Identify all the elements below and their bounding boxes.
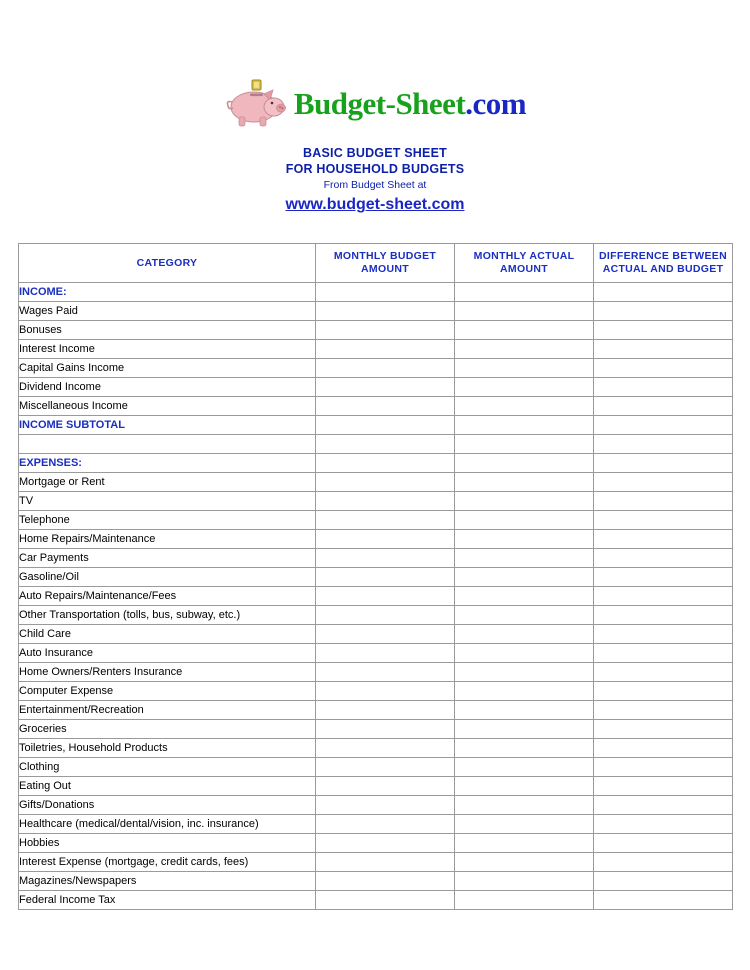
table-row — [19, 397, 733, 416]
row-category-label: TV — [19, 492, 316, 511]
row-budget-cell[interactable] — [316, 663, 455, 682]
row-actual-cell[interactable] — [455, 834, 594, 853]
row-difference-cell[interactable] — [594, 815, 733, 834]
table-row — [19, 302, 733, 321]
row-budget-cell[interactable] — [316, 720, 455, 739]
table-row — [19, 625, 733, 644]
row-budget-cell[interactable] — [316, 853, 455, 872]
row-category-label: Gifts/Donations — [19, 796, 316, 815]
table-row — [19, 492, 733, 511]
table-row — [19, 416, 733, 435]
row-actual-cell[interactable] — [455, 625, 594, 644]
row-actual-cell[interactable] — [455, 720, 594, 739]
title-line-1: BASIC BUDGET SHEET — [303, 146, 447, 160]
row-actual-cell[interactable] — [455, 663, 594, 682]
row-difference-cell[interactable] — [594, 758, 733, 777]
row-actual-cell[interactable] — [455, 549, 594, 568]
row-actual-cell[interactable] — [455, 815, 594, 834]
table-row — [19, 853, 733, 872]
row-difference-cell[interactable] — [594, 644, 733, 663]
table-row — [19, 701, 733, 720]
row-difference-cell[interactable] — [594, 853, 733, 872]
table-row — [19, 435, 733, 454]
row-category-label: Hobbies — [19, 834, 316, 853]
row-budget-cell[interactable] — [316, 625, 455, 644]
table-row — [19, 644, 733, 663]
row-category-label: Wages Paid — [19, 302, 316, 321]
row-difference-cell[interactable] — [594, 454, 733, 473]
row-difference-cell[interactable] — [594, 416, 733, 435]
row-difference-cell[interactable] — [594, 625, 733, 644]
row-budget-cell[interactable] — [316, 378, 455, 397]
row-category-label: Groceries — [19, 720, 316, 739]
row-difference-cell[interactable] — [594, 701, 733, 720]
logo — [224, 78, 526, 130]
row-category-label: Telephone — [19, 511, 316, 530]
row-category-label: Clothing — [19, 758, 316, 777]
row-budget-cell[interactable] — [316, 758, 455, 777]
row-category-label — [19, 435, 316, 454]
row-difference-cell[interactable] — [594, 891, 733, 910]
row-budget-cell[interactable] — [316, 701, 455, 720]
row-actual-cell[interactable] — [455, 853, 594, 872]
website-link-wrap — [0, 195, 750, 215]
row-actual-cell[interactable] — [455, 777, 594, 796]
table-row — [19, 720, 733, 739]
column-header-difference-line2: ACTUAL AND BUDGET — [602, 263, 724, 276]
row-actual-cell[interactable] — [455, 416, 594, 435]
row-category-label: Child Care — [19, 625, 316, 644]
row-section-label: EXPENSES: — [19, 454, 316, 473]
logo-text-blue: .com — [465, 86, 527, 121]
table-row — [19, 758, 733, 777]
row-category-label: Auto Insurance — [19, 644, 316, 663]
row-budget-cell[interactable] — [316, 283, 455, 302]
row-section-label: INCOME: — [19, 283, 316, 302]
row-difference-cell[interactable] — [594, 663, 733, 682]
row-category-label: Magazines/Newspapers — [19, 872, 316, 891]
table-row — [19, 549, 733, 568]
budget-table-wrap — [18, 243, 732, 910]
row-actual-cell[interactable] — [455, 302, 594, 321]
table-row — [19, 473, 733, 492]
row-budget-cell[interactable] — [316, 644, 455, 663]
website-link[interactable]: www.budget-sheet.com — [285, 196, 465, 214]
row-category-label: Federal Income Tax — [19, 891, 316, 910]
row-budget-cell[interactable] — [316, 397, 455, 416]
table-row — [19, 530, 733, 549]
row-category-label: Toiletries, Household Products — [19, 739, 316, 758]
row-budget-cell[interactable] — [316, 739, 455, 758]
table-row — [19, 359, 733, 378]
row-budget-cell[interactable] — [316, 321, 455, 340]
row-category-label: Mortgage or Rent — [19, 473, 316, 492]
logo-header — [0, 0, 750, 130]
row-budget-cell[interactable] — [316, 492, 455, 511]
row-difference-cell[interactable] — [594, 739, 733, 758]
row-budget-cell[interactable] — [316, 549, 455, 568]
row-difference-cell[interactable] — [594, 340, 733, 359]
row-category-label: Miscellaneous Income — [19, 397, 316, 416]
column-header-monthly-actual-line1: MONTHLY ACTUAL — [473, 249, 575, 262]
table-row — [19, 283, 733, 302]
row-difference-cell[interactable] — [594, 530, 733, 549]
row-difference-cell[interactable] — [594, 796, 733, 815]
row-budget-cell[interactable] — [316, 359, 455, 378]
row-budget-cell[interactable] — [316, 416, 455, 435]
table-row — [19, 587, 733, 606]
row-actual-cell[interactable] — [455, 359, 594, 378]
table-row — [19, 454, 733, 473]
table-row — [19, 891, 733, 910]
row-budget-cell[interactable] — [316, 891, 455, 910]
table-row — [19, 834, 733, 853]
logo-text-green: Budget-Sheet — [293, 86, 466, 121]
piggy-bank-icon — [224, 78, 286, 130]
row-budget-cell[interactable] — [316, 796, 455, 815]
title-block — [0, 146, 750, 215]
row-actual-cell[interactable] — [455, 340, 594, 359]
row-actual-cell[interactable] — [455, 435, 594, 454]
table-row — [19, 815, 733, 834]
row-difference-cell[interactable] — [594, 872, 733, 891]
column-header-monthly-actual — [455, 244, 594, 283]
column-header-monthly-budget-line2: AMOUNT — [361, 263, 409, 276]
row-difference-cell[interactable] — [594, 283, 733, 302]
row-category-label: Other Transportation (tolls, bus, subway, etc.) — [19, 606, 316, 625]
table-row — [19, 682, 733, 701]
table-row — [19, 511, 733, 530]
row-actual-cell[interactable] — [455, 530, 594, 549]
row-actual-cell[interactable] — [455, 473, 594, 492]
row-category-label: Capital Gains Income — [19, 359, 316, 378]
row-category-label: Dividend Income — [19, 378, 316, 397]
table-row — [19, 777, 733, 796]
row-category-label: Computer Expense — [19, 682, 316, 701]
row-budget-cell[interactable] — [316, 777, 455, 796]
table-row — [19, 321, 733, 340]
row-difference-cell[interactable] — [594, 720, 733, 739]
row-difference-cell[interactable] — [594, 435, 733, 454]
row-difference-cell[interactable] — [594, 511, 733, 530]
row-budget-cell[interactable] — [316, 834, 455, 853]
row-category-label: Interest Expense (mortgage, credit cards, fees) — [19, 853, 316, 872]
column-header-monthly-budget — [316, 244, 455, 283]
row-budget-cell[interactable] — [316, 815, 455, 834]
row-actual-cell[interactable] — [455, 701, 594, 720]
row-budget-cell[interactable] — [316, 454, 455, 473]
row-actual-cell[interactable] — [455, 872, 594, 891]
row-actual-cell[interactable] — [455, 321, 594, 340]
row-difference-cell[interactable] — [594, 321, 733, 340]
column-header-monthly-actual-line2: AMOUNT — [500, 263, 548, 276]
row-category-label: Home Repairs/Maintenance — [19, 530, 316, 549]
row-actual-cell[interactable] — [455, 511, 594, 530]
row-actual-cell[interactable] — [455, 492, 594, 511]
row-actual-cell[interactable] — [455, 606, 594, 625]
row-category-label: Interest Income — [19, 340, 316, 359]
title-line-2: FOR HOUSEHOLD BUDGETS — [285, 161, 465, 176]
row-difference-cell[interactable] — [594, 606, 733, 625]
row-difference-cell[interactable] — [594, 587, 733, 606]
row-category-label: Home Owners/Renters Insurance — [19, 663, 316, 682]
column-header-monthly-budget-line1: MONTHLY BUDGET — [333, 249, 437, 262]
row-difference-cell[interactable] — [594, 568, 733, 587]
row-actual-cell[interactable] — [455, 644, 594, 663]
row-difference-cell[interactable] — [594, 359, 733, 378]
table-row — [19, 663, 733, 682]
row-budget-cell[interactable] — [316, 587, 455, 606]
row-section-label: INCOME SUBTOTAL — [19, 416, 316, 435]
row-budget-cell[interactable] — [316, 473, 455, 492]
table-row — [19, 378, 733, 397]
row-budget-cell[interactable] — [316, 340, 455, 359]
row-actual-cell[interactable] — [455, 378, 594, 397]
row-difference-cell[interactable] — [594, 302, 733, 321]
row-difference-cell[interactable] — [594, 549, 733, 568]
table-row — [19, 340, 733, 359]
row-difference-cell[interactable] — [594, 492, 733, 511]
row-actual-cell[interactable] — [455, 739, 594, 758]
row-difference-cell[interactable] — [594, 777, 733, 796]
table-header-row — [19, 244, 733, 283]
row-difference-cell[interactable] — [594, 473, 733, 492]
row-budget-cell[interactable] — [316, 302, 455, 321]
row-difference-cell[interactable] — [594, 834, 733, 853]
column-header-difference — [594, 244, 733, 283]
row-category-label: Entertainment/Recreation — [19, 701, 316, 720]
row-budget-cell[interactable] — [316, 606, 455, 625]
row-budget-cell[interactable] — [316, 568, 455, 587]
row-actual-cell[interactable] — [455, 283, 594, 302]
row-category-label: Auto Repairs/Maintenance/Fees — [19, 587, 316, 606]
table-row — [19, 606, 733, 625]
title-source-line: From Budget Sheet at — [323, 179, 427, 192]
budget-table-body — [19, 283, 733, 910]
row-actual-cell[interactable] — [455, 682, 594, 701]
table-row — [19, 796, 733, 815]
row-category-label: Car Payments — [19, 549, 316, 568]
row-category-label: Eating Out — [19, 777, 316, 796]
row-actual-cell[interactable] — [455, 587, 594, 606]
row-difference-cell[interactable] — [594, 397, 733, 416]
row-actual-cell[interactable] — [455, 568, 594, 587]
budget-table — [18, 243, 733, 910]
row-category-label: Bonuses — [19, 321, 316, 340]
row-actual-cell[interactable] — [455, 758, 594, 777]
row-actual-cell[interactable] — [455, 397, 594, 416]
row-difference-cell[interactable] — [594, 682, 733, 701]
column-header-category — [19, 244, 316, 283]
row-difference-cell[interactable] — [594, 378, 733, 397]
table-row — [19, 739, 733, 758]
row-budget-cell[interactable] — [316, 682, 455, 701]
row-category-label: Gasoline/Oil — [19, 568, 316, 587]
column-header-difference-line1: DIFFERENCE BETWEEN — [599, 249, 727, 262]
row-actual-cell[interactable] — [455, 796, 594, 815]
row-actual-cell[interactable] — [455, 454, 594, 473]
row-budget-cell[interactable] — [316, 872, 455, 891]
row-category-label: Healthcare (medical/dental/vision, inc. insurance) — [19, 815, 316, 834]
row-actual-cell[interactable] — [455, 891, 594, 910]
row-budget-cell[interactable] — [316, 511, 455, 530]
row-budget-cell[interactable] — [316, 530, 455, 549]
logo-wordmark — [294, 86, 526, 122]
table-row — [19, 568, 733, 587]
row-budget-cell[interactable] — [316, 435, 455, 454]
column-header-category-label: CATEGORY — [136, 256, 198, 269]
table-row — [19, 872, 733, 891]
